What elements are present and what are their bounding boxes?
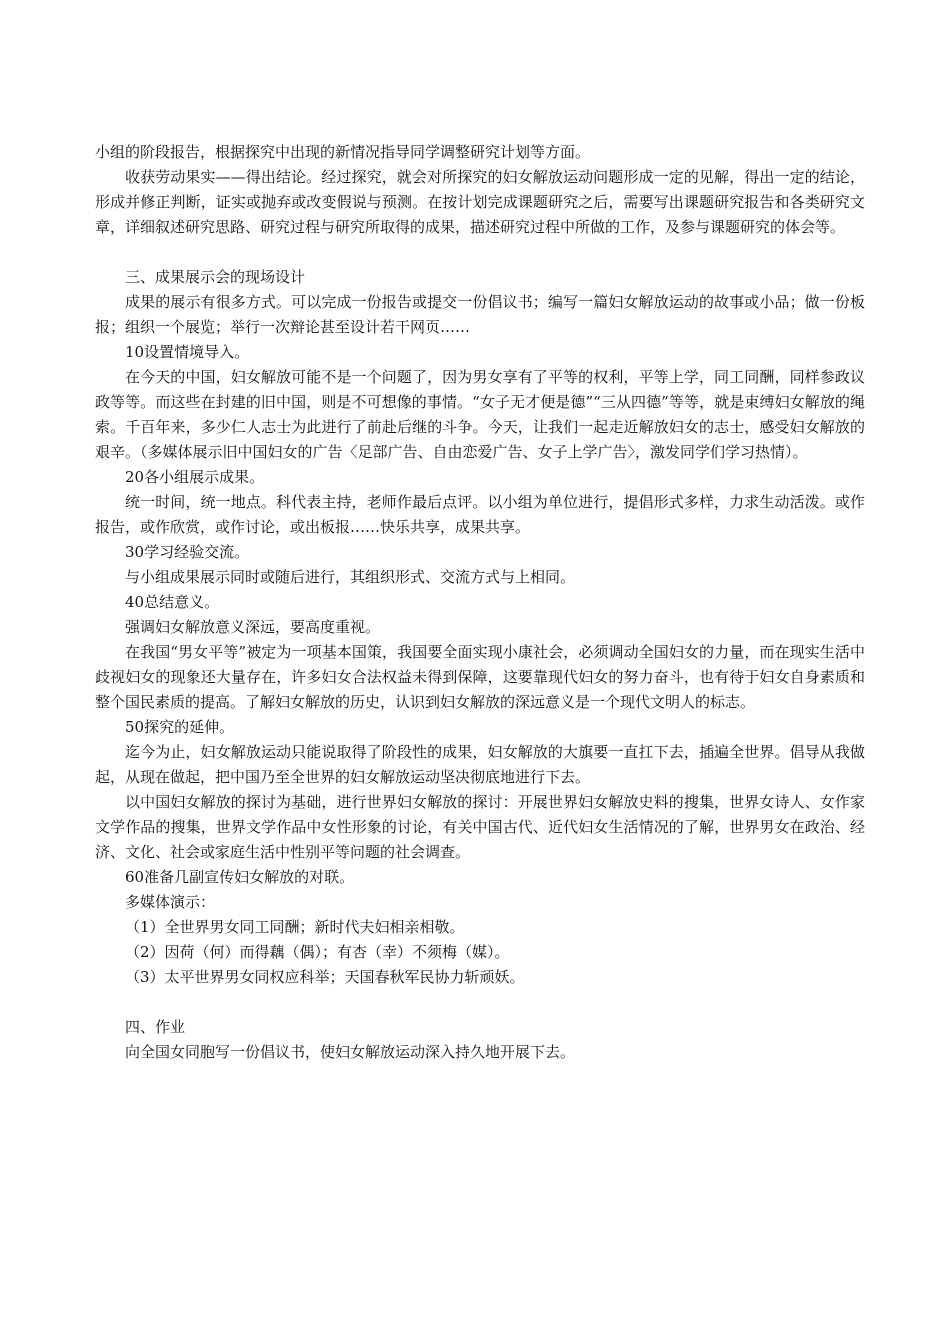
couplet-2: （2）因荷（何）而得藕（偶）；有杏（幸）不须梅（媒）。 — [125, 943, 510, 961]
step-6-heading: 60准备几副宣传妇女解放的对联。 — [125, 868, 355, 886]
paragraph-emphasis: 强调妇女解放意义深远，要高度重视。 — [125, 618, 381, 636]
step-5-heading: 50探究的延伸。 — [125, 718, 235, 736]
paragraph-extension: 迄今为止，妇女解放运动只能说取得了阶段性的成果，妇女解放的大旗要一直扛下去，插遍全世界。倡导从我做起，从现在做起，把中国乃至全世界的妇女解放运动坚决彻底地进行下去。 — [95, 743, 865, 786]
paragraph-world-exploration: 以中国妇女解放的探讨为基础，进行世界妇女解放的探讨：开展世界妇女解放史料的搜集，世界女诗人、女作家文学作品的搜集，世界文学作品中女性形象的讨论，有关中国古代、近代妇女生活情况的了解，世界男女在政治、经济、文化、社会或家庭生活中性别平等问题的社会调查。 — [95, 793, 865, 861]
step-2-heading: 20各小组展示成果。 — [125, 468, 265, 486]
paragraph-multimedia-label: 多媒体演示： — [125, 893, 216, 911]
document-page — [95, 140, 865, 1065]
section-heading-3: 三、成果展示会的现场设计 — [125, 268, 306, 286]
paragraph-stage-report: 小组的阶段报告，根据探究中出现的新情况指导同学调整研究计划等方面。 — [95, 143, 591, 161]
spacer — [95, 240, 865, 265]
paragraph-display-methods: 成果的展示有很多方式。可以完成一份报告或提交一份倡议书；编写一篇妇女解放运动的故事或小品；做一份板报；组织一个展览；举行一次辩论甚至设计若干网页…… — [95, 293, 865, 336]
section-heading-4: 四、作业 — [125, 1018, 186, 1036]
paragraph-group-display: 统一时间，统一地点。科代表主持，老师作最后点评。以小组为单位进行，提倡形式多样，力求生动活泼。或作报告，或作欣赏，或作讨论，或出板报……快乐共享，成果共享。 — [95, 493, 865, 536]
couplet-1: （1）全世界男女同工同酬；新时代夫妇相亲相敬。 — [125, 918, 465, 936]
paragraph-homework: 向全国女同胞写一份倡议书，使妇女解放运动深入持久地开展下去。 — [125, 1043, 576, 1061]
step-3-heading: 30学习经验交流。 — [125, 543, 250, 561]
paragraph-experience-exchange: 与小组成果展示同时或随后进行，其组织形式、交流方式与上相同。 — [125, 568, 576, 586]
couplet-3: （3）太平世界男女同权应科举；天国春秋军民协力斩顽妖。 — [125, 968, 525, 986]
paragraph-harvest-results: 收获劳动果实——得出结论。经过探究，就会对所探究的妇女解放运动问题形成一定的见解，得出一定的结论，形成并修正判断，证实或抛弃或改变假说与预测。在按计划完成课题研究之后，需要写出课题研究报告和各类研究文章，详细叙述研究思路、研究过程与研究所取得的成果，描述研究过程中所做的工作，及参与课题研究的体会等。 — [95, 168, 865, 236]
step-4-heading: 40总结意义。 — [125, 593, 220, 611]
paragraph-situation-intro: 在今天的中国，妇女解放可能不是一个问题了，因为男女享有了平等的权利，平等上学，同工同酬，同样参政议政等等。而这些在封建的旧中国，则是不可想像的事情。“女子无才便是德”“三从四德”等等，就是束缚妇女解放的绳索。千百年来，多少仁人志士为此进行了前赴后继的斗争。今天，让我们一起走近解放妇女的志士，感受妇女解放的艰辛。（多媒体展示旧中国妇女的广告〈足部广告、自由恋爱广告、女子上学广告〉，激发同学们学习热情）。 — [95, 368, 865, 461]
spacer — [95, 990, 865, 1015]
step-1-heading: 10设置情境导入。 — [125, 343, 250, 361]
paragraph-gender-equality-policy: 在我国“男女平等”被定为一项基本国策，我国要全面实现小康社会，必须调动全国妇女的力量，而在现实生活中歧视妇女的现象还大量存在，许多妇女合法权益未得到保障，这要靠现代妇女的努力奋斗，也有待于妇女自身素质和整个国民素质的提高。了解妇女解放的历史，认识到妇女解放的深远意义是一个现代文明人的标志。 — [95, 643, 865, 711]
